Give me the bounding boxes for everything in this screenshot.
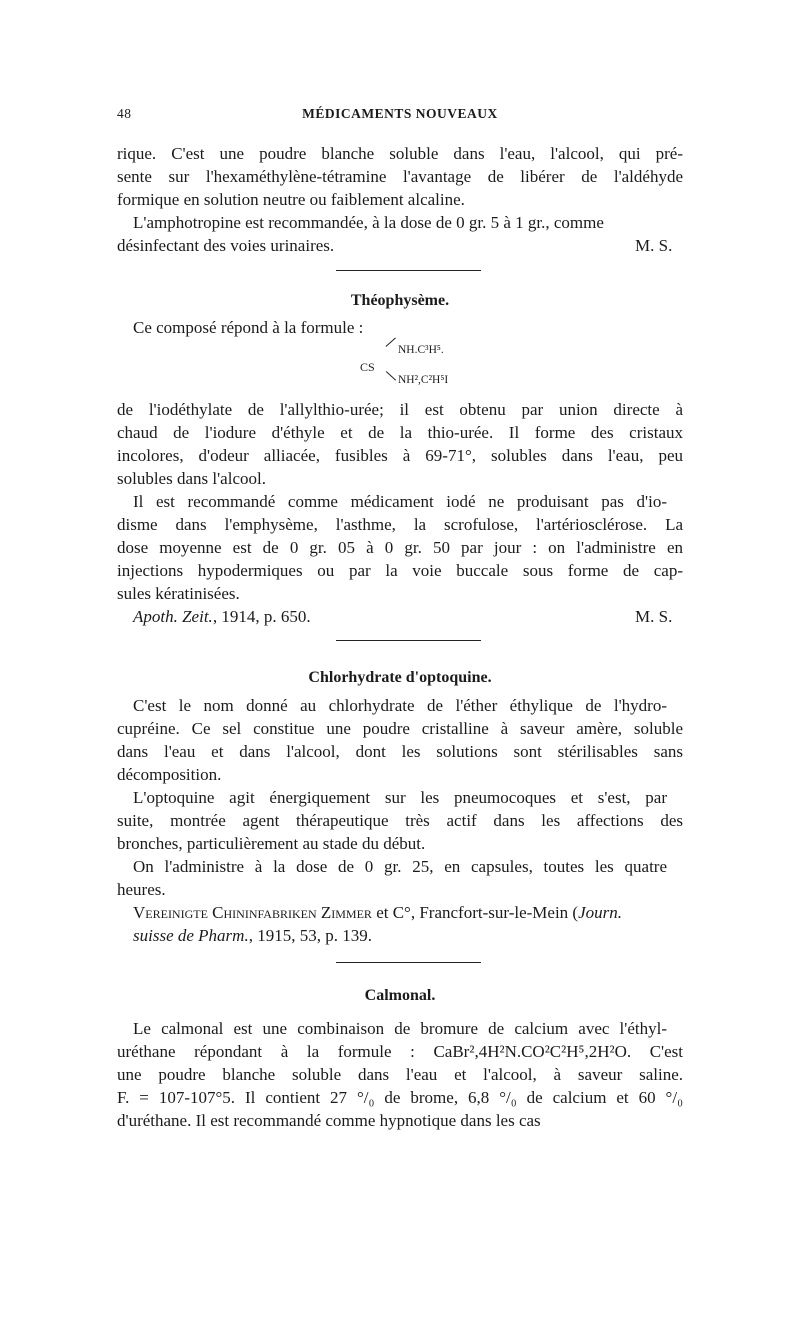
company-name: Vereinigte Chininfabriken Zimmer (133, 903, 372, 922)
text-line: On l'administre à la dose de 0 gr. 25, en capsules, toutes les quatre (133, 857, 667, 876)
section-title-optoquine: Chlorhydrate d'optoquine. (308, 669, 492, 686)
text-line: d'uréthane. Il est recommandé comme hypnotique dans les cas (117, 1111, 541, 1130)
page-number: 48 (117, 106, 132, 121)
text-line: L'optoquine agit énergiquement sur les pneumocoques et s'est, par (133, 788, 667, 807)
text-line: désinfectant des voies urinaires. (117, 236, 335, 255)
theophyseme-paragraph-2 (117, 490, 683, 605)
text-line: injections hypodermiques ou par la voie buccale sous forme de cap- (117, 561, 683, 580)
journal-title: suisse de Pharm. (133, 926, 249, 945)
formula-bond (386, 371, 397, 381)
running-title: MÉDICAMENTS NOUVEAUX (302, 106, 498, 121)
text-line: Le calmonal est une combinaison de bromure de calcium avec l'éthyl- (133, 1019, 667, 1038)
text-line: cupréine. Ce sel constitue une poudre cristalline à saveur amère, soluble (117, 719, 683, 738)
text-line: dans l'eau et dans l'alcool, dont les solutions sont stérilisables sans (117, 742, 683, 761)
author-signature: M. S. (635, 607, 673, 626)
formula-upper-group: NH.C³H⁵. (398, 344, 444, 356)
text-line: de l'iodéthylate de l'allylthio-urée; il est obtenu par union directe à (117, 400, 683, 419)
text-line: F. = 107-107°5. Il contient 27 °/₀ de brome, 6,8 °/₀ de calcium et 60 °/₀ (117, 1088, 683, 1107)
text-line: décomposition. (117, 765, 222, 784)
optoquine-reference (117, 901, 683, 947)
section-divider (336, 962, 481, 963)
text-line: Ce composé répond à la formule : (133, 318, 364, 337)
amphotropine-closing-line (117, 234, 683, 257)
text-line: sente sur l'hexaméthylène-tétramine l'avantage de libérer de l'aldéhyde (117, 167, 683, 186)
reference-details: , 1915, 53, p. 139. (248, 926, 372, 945)
reference-details: , 1914, p. 650. (212, 607, 311, 626)
text-line: suite, montrée agent thérapeutique très actif dans les affections des (117, 811, 683, 830)
text-line: dose moyenne est de 0 gr. 05 à 0 gr. 50 par jour : on l'administre en (117, 538, 683, 557)
journal-title: Apoth. Zeit. (133, 607, 213, 626)
text-line: rique. C'est une poudre blanche soluble dans l'eau, l'alcool, qui pré- (117, 144, 683, 163)
optoquine-paragraph-2 (117, 786, 683, 855)
formula-lower-group: NH²,C²H⁵I (398, 374, 449, 386)
author-signature: M. S. (635, 236, 673, 255)
formula-bond (386, 337, 397, 347)
text-line: heures. (117, 880, 166, 899)
text-line: uréthane répondant à la formule : CaBr²,4H²N.CO²C²H⁵,2H²O. C'est (117, 1042, 683, 1061)
text-line: sules kératinisées. (117, 584, 240, 603)
text-line: disme dans l'emphysème, l'asthme, la scrofulose, l'artériosclérose. La (117, 515, 683, 534)
reference-text: et C°, Francfort-sur-le-Mein ( (371, 903, 579, 922)
text-line: bronches, particulièrement au stade du début. (117, 834, 426, 853)
text-line: solubles dans l'alcool. (117, 469, 266, 488)
text-line: incolores, d'odeur alliacée, fusibles à 69-71°, solubles dans l'eau, peu (117, 446, 683, 465)
section-title-calmonal: Calmonal. (364, 987, 436, 1004)
formula-root: CS (360, 360, 375, 374)
optoquine-paragraph-3 (117, 855, 683, 901)
theophyseme-intro (117, 316, 683, 339)
theophyseme-reference (117, 605, 683, 628)
text-line: formique en solution neutre ou faiblement alcaline. (117, 190, 465, 209)
text-line: chaud de l'iodure d'éthyle et de la thio-urée. Il forme des cristaux (117, 423, 683, 442)
running-header (117, 106, 683, 126)
section-divider (336, 270, 481, 271)
chemical-formula (360, 338, 520, 394)
text-line: L'amphotropine est recommandée, à la dose de 0 gr. 5 à 1 gr., comme (133, 213, 604, 232)
section-divider (336, 640, 481, 641)
journal-title: Journ. (578, 903, 623, 922)
section-title-theophyseme: Théophysème. (350, 292, 450, 309)
amphotropine-paragraph-1 (117, 142, 683, 211)
text-line: C'est le nom donné au chlorhydrate de l'éther éthylique de l'hydro- (133, 696, 667, 715)
text-line: Il est recommandé comme médicament iodé ne produisant pas d'io- (133, 492, 667, 511)
optoquine-paragraph-1 (117, 694, 683, 786)
amphotropine-paragraph-2 (117, 211, 683, 234)
theophyseme-paragraph-1 (117, 398, 683, 490)
text-line: une poudre blanche soluble dans l'eau et l'alcool, à saveur saline. (117, 1065, 683, 1084)
calmonal-paragraph-1 (117, 1017, 683, 1132)
